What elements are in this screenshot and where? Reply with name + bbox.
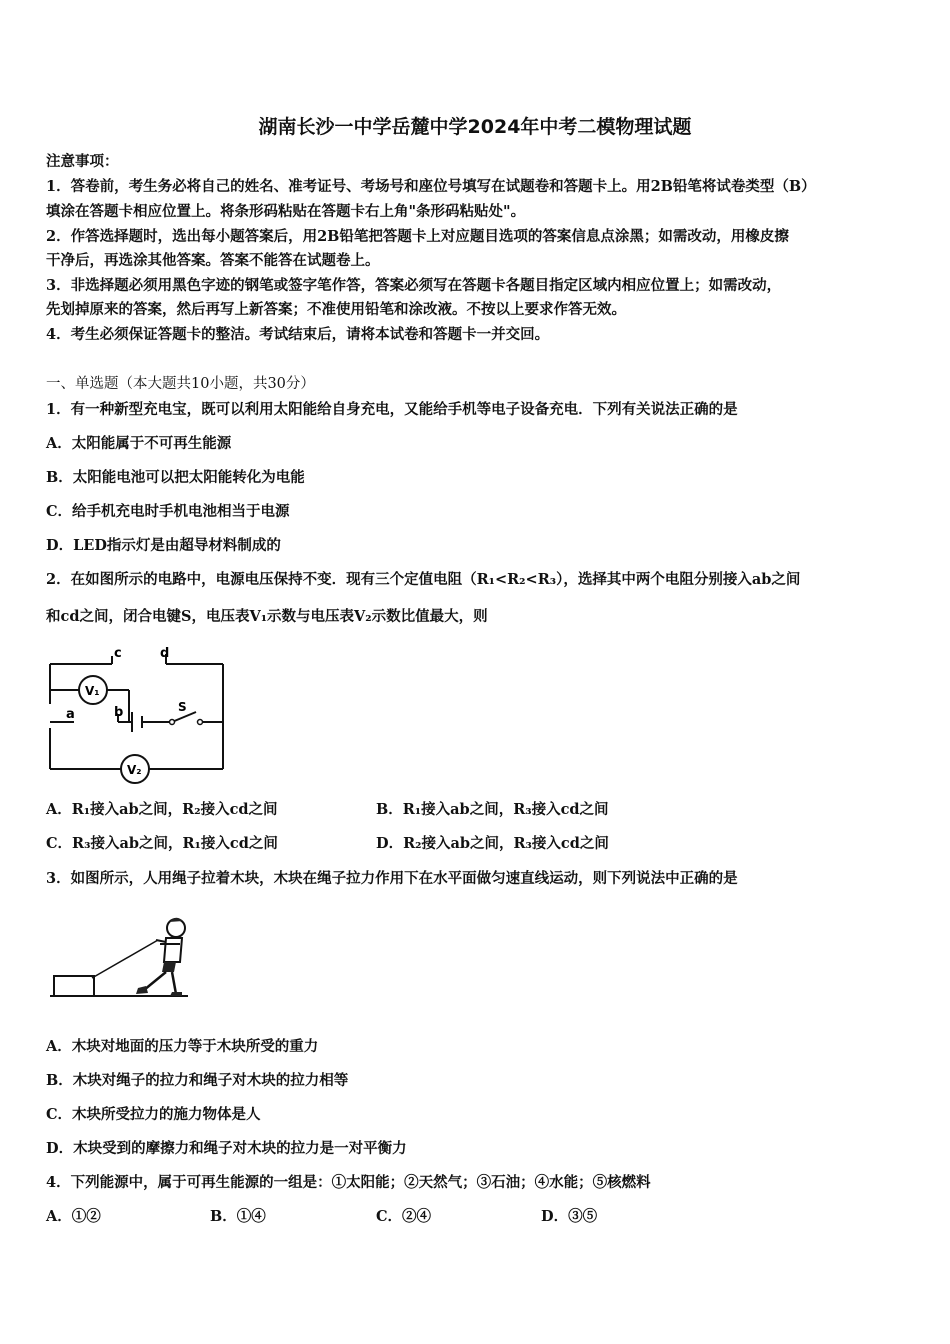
notice-line: 1．答卷前，考生务必将自己的姓名、准考证号、考场号和座位号填写在试题卷和答题卡上。用2B铅笔将试卷类型（B）: [46, 178, 816, 195]
page-title: 湖南长沙一中学岳麓中学2024年中考二模物理试题: [258, 116, 692, 138]
q1-option-c: C．给手机充电时手机电池相当于电源: [46, 503, 290, 520]
section-heading: 一、单选题（本大题共10小题，共30分）: [46, 376, 315, 392]
notice-line: 2．作答选择题时，选出每小题答案后，用2B铅笔把答题卡上对应题目选项的答案信息点涂黑；如需改动，用橡皮擦: [46, 228, 789, 245]
question-3-stem: 3．如图所示，人用绳子拉着木块，木块在绳子拉力作用下在水平面做匀速直线运动，则下列说法中正确的是: [46, 870, 738, 887]
notice-line: 干净后，再选涂其他答案。答案不能答在试题卷上。: [46, 252, 380, 269]
q1-option-b: B．太阳能电池可以把太阳能转化为电能: [46, 469, 305, 486]
q3-option-c: C．木块所受拉力的施力物体是人: [46, 1106, 261, 1123]
q4-option-d: D．③⑤: [541, 1208, 598, 1225]
voltmeter-v2-label: V₂: [127, 763, 142, 777]
circuit-label-s: S: [178, 700, 187, 714]
q2-option-a: A．R₁接入ab之间，R₂接入cd之间: [46, 801, 278, 818]
notice-heading: 注意事项：: [46, 153, 119, 170]
question-2-stem: 2．在如图所示的电路中，电源电压保持不变．现有三个定值电阻（R₁<R₂<R₃），选择其中两个电阻分别接入ab之间: [46, 571, 801, 588]
q3-option-d: D．木块受到的摩擦力和绳子对木块的拉力是一对平衡力: [46, 1140, 407, 1157]
q2-option-d: D．R₂接入ab之间，R₃接入cd之间: [376, 835, 609, 852]
q2-option-b: B．R₁接入ab之间，R₃接入cd之间: [376, 801, 609, 818]
circuit-label-a: a: [66, 707, 75, 722]
q3-option-b: B．木块对绳子的拉力和绳子对木块的拉力相等: [46, 1072, 349, 1089]
circuit-label-d: d: [160, 646, 170, 661]
circuit-diagram: [44, 644, 229, 784]
notice-line: 4．考生必须保证答题卡的整洁。考试结束后，请将本试卷和答题卡一并交回。: [46, 326, 550, 343]
q4-option-c: C．②④: [376, 1208, 432, 1225]
q2-option-c: C．R₃接入ab之间，R₁接入cd之间: [46, 835, 278, 852]
circuit-label-b: b: [114, 705, 124, 720]
notice-line: 填涂在答题卡相应位置上。将条形码粘贴在答题卡右上角"条形码粘贴处"。: [46, 203, 526, 220]
q4-option-a: A．①②: [46, 1208, 101, 1225]
q1-option-a: A．太阳能属于不可再生能源: [46, 435, 232, 452]
question-1-stem: 1．有一种新型充电宝，既可以利用太阳能给自身充电，又能给手机等电子设备充电．下列有关说法正确的是: [46, 401, 738, 418]
notice-line: 先划掉原来的答案，然后再写上新答案；不准使用铅笔和涂改液。不按以上要求作答无效。: [46, 301, 626, 318]
person-pulling-block-figure: [48, 910, 208, 1005]
question-2-stem-cont: 和cd之间，闭合电键S，电压表V₁示数与电压表V₂示数比值最大，则: [46, 608, 488, 625]
q4-option-b: B．①④: [210, 1208, 266, 1225]
question-4-stem: 4．下列能源中，属于可再生能源的一组是：①太阳能；②天然气；③石油；④水能；⑤核燃料: [46, 1174, 651, 1191]
q3-option-a: A．木块对地面的压力等于木块所受的重力: [46, 1038, 319, 1055]
notice-line: 3．非选择题必须用黑色字迹的钢笔或签字笔作答，答案必须写在答题卡各题目指定区域内相应位置上；如需改动，: [46, 277, 782, 294]
q1-option-d: D．LED指示灯是由超导材料制成的: [46, 537, 281, 554]
voltmeter-v1-label: V₁: [85, 684, 100, 698]
circuit-label-c: c: [114, 646, 122, 661]
